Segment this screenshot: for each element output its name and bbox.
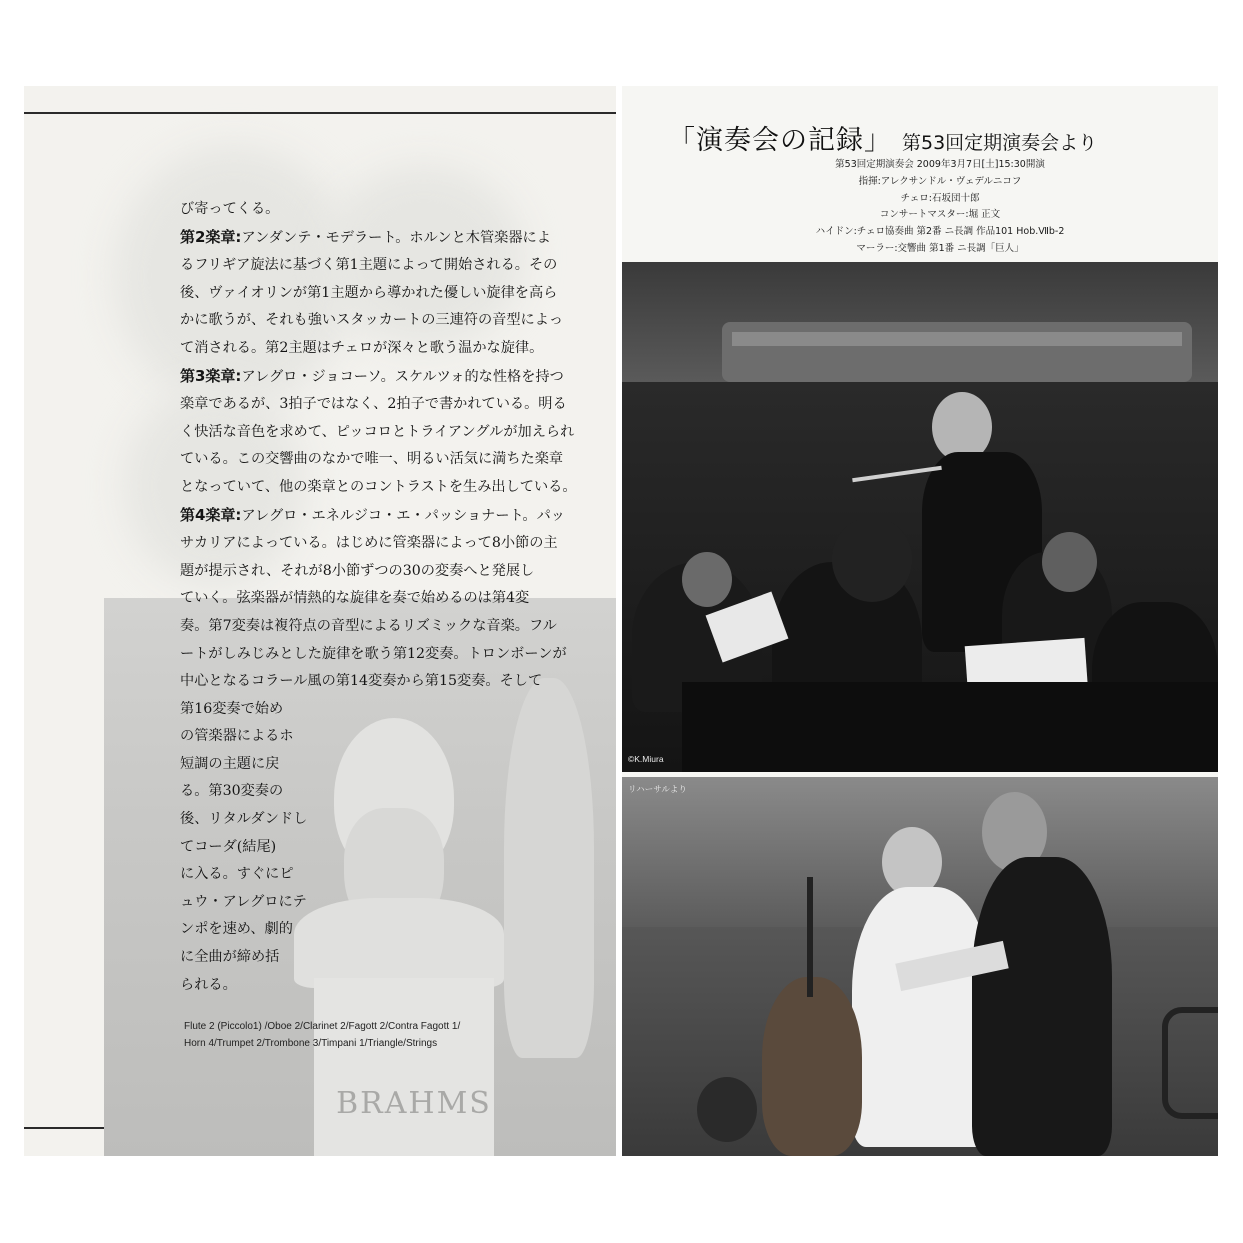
body-line: ていく。弦楽器が情熱的な旋律を奏で始めるのは第4変: [180, 590, 530, 607]
top-rule-left: [24, 112, 616, 114]
movement-description: [180, 196, 577, 999]
concert-info: [740, 157, 1140, 258]
body-line: く快活な音色を求めて、ピッコロとトライアングルが加えられ: [180, 423, 575, 440]
body-line: 短調の主題に戻: [180, 755, 280, 772]
page-title: [668, 118, 1097, 157]
concert-info-line: ハイドン:チェロ協奏曲 第2番 ニ長調 作品101 Hob.Ⅶb-2: [815, 226, 1065, 238]
concert-info-line: コンサートマスター:堀 正文: [879, 209, 1001, 221]
body-line: 中心となるコラール風の第14変奏から第15変奏。そして: [180, 673, 543, 690]
body-line: るフリギア旋法に基づく第1主題によって開始される。その: [180, 257, 558, 274]
instrumentation-line: Flute 2 (Piccolo1) /Oboe 2/Clarinet 2/Fagott 2/Contra Fagott 1/: [184, 1021, 461, 1032]
body-line: 楽章であるが、3拍子ではなく、2拍子で書かれている。明る: [180, 396, 567, 413]
body-line: て消される。第2主題はチェロが深々と歌う温かな旋律。: [180, 339, 544, 356]
body-line: 第2楽章:アンダンテ・モデラート。ホルンと木管楽器によ: [180, 227, 551, 246]
body-line: ンポを速め、劇的: [180, 921, 293, 938]
body-line: の管楽器によるホ: [180, 728, 294, 745]
concert-info-line: チェロ:石坂団十郎: [900, 192, 980, 204]
body-line: ートがしみじみとした旋律を歌う第12変奏。トロンボーンが: [180, 645, 567, 662]
concert-info-line: 第53回定期演奏会 2009年3月7日[土]15:30開演: [835, 159, 1045, 170]
body-line: ュウ・アレグロにテ: [180, 893, 307, 910]
body-line: られる。: [180, 976, 237, 993]
instrumentation: [184, 1018, 564, 1052]
body-line: 第3楽章:アレグロ・ジョコーソ。スケルツォ的な性格を持つ: [180, 366, 564, 385]
body-line: る。第30変奏の: [180, 783, 284, 800]
body-line: び寄ってくる。: [180, 201, 280, 217]
concert-photo: [622, 262, 1218, 772]
title-sub: 第53回定期演奏会より: [902, 132, 1098, 154]
sculpture-inscription: BRAHMS: [336, 1086, 492, 1121]
instrumentation-line: Horn 4/Trumpet 2/Trombone 3/Timpani 1/Triangle/Strings: [184, 1038, 438, 1049]
rehearsal-caption: リハーサルより: [628, 785, 687, 795]
photo-credit: ©K.Miura: [628, 754, 664, 764]
concert-info-line: 指揮:アレクサンドル・ヴェデルニコフ: [858, 175, 1022, 187]
body-line: かに歌うが、それも強いスタッカートの三連符の音型によっ: [180, 312, 564, 329]
title-main: 「演奏会の記録」: [668, 125, 892, 156]
body-line: 第16変奏で始め: [180, 700, 284, 717]
rehearsal-photo: [622, 777, 1218, 1156]
body-line: に入る。すぐにピ: [180, 866, 294, 883]
body-line: 題が提示され、それが8小節ずつの30の変奏へと発展し: [180, 562, 535, 579]
body-line: 第4楽章:アレグロ・エネルジコ・エ・パッショナート。パッ: [180, 505, 565, 524]
body-line: 後、ヴァイオリンが第1主題から導かれた優しい旋律を高ら: [180, 284, 558, 301]
body-line: に全曲が締め括: [180, 949, 280, 966]
concert-info-line: マーラー:交響曲 第1番 ニ長調「巨人」: [856, 242, 1024, 254]
body-line: 奏。第7変奏は複符点の音型によるリズミックな音楽。フル: [180, 617, 557, 634]
body-line: 後、リタルダンドし: [180, 811, 308, 828]
body-line: てコーダ(結尾): [180, 838, 277, 855]
body-line: サカリアによっている。はじめに管楽器によって8小節の主: [180, 535, 558, 552]
body-line: ている。この交響曲のなかで唯一、明るい活気に満ちた楽章: [180, 451, 564, 468]
body-line: となっていて、他の楽章とのコントラストを生み出している。: [180, 478, 577, 495]
